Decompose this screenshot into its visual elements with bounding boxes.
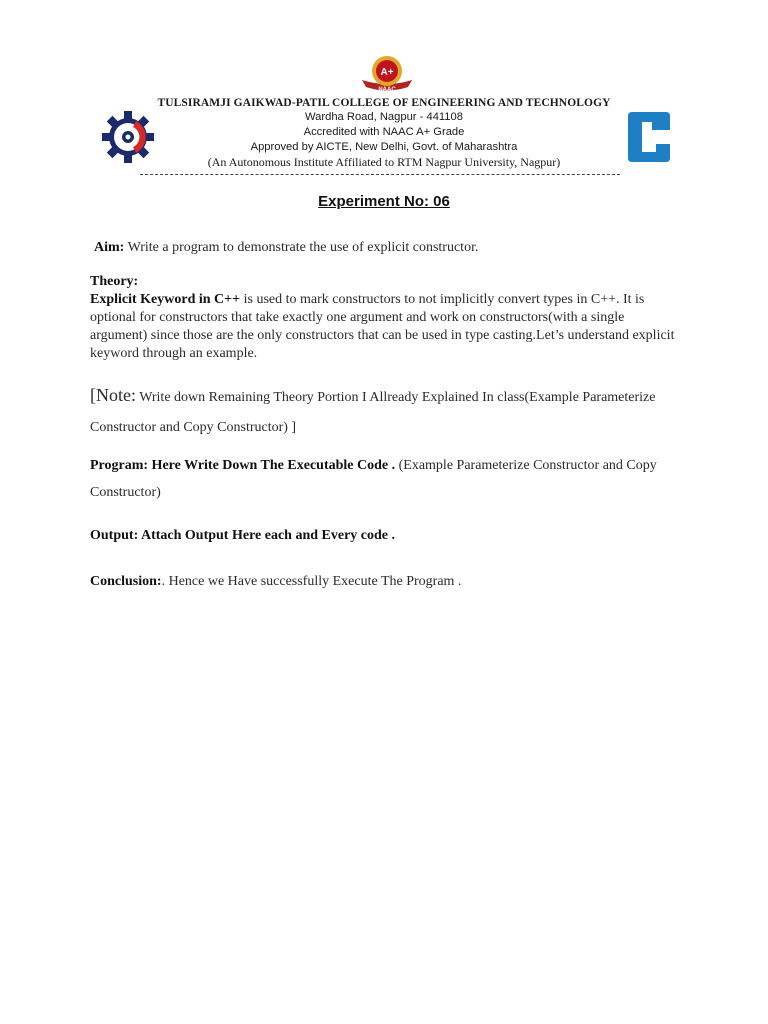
header-divider	[140, 174, 620, 175]
badge-text: A+	[380, 67, 394, 78]
college-name: TULSIRAMJI GAIKWAD-PATIL COLLEGE OF ENGINEERING AND TECHNOLOGY	[157, 97, 611, 109]
approval-line: Approved by AICTE, New Delhi, Govt. of Maharashtra	[250, 141, 518, 153]
affiliation-line: (An Autonomous Institute Affiliated to RTM Nagpur University, Nagpur)	[207, 155, 561, 169]
program-text: (Example Parameterize Constructor and Copy Constructor)	[90, 458, 657, 500]
note-label: [Note:	[90, 385, 136, 405]
note-text: Write down Remaining Theory Portion I Allready Explained In class(Example Parameterize Constructor and Copy Constructor) ]	[90, 390, 656, 435]
conclusion-label: Conclusion:	[90, 574, 162, 589]
theory-paragraph	[90, 291, 680, 363]
output-label: Output: Attach Output Here each and Every code .	[90, 528, 396, 543]
explicit-keyword-label: Explicit Keyword in C++	[90, 292, 241, 307]
conclusion-text: . Hence we Have successfully Execute The Program .	[161, 574, 462, 589]
experiment-title: Experiment No: 06	[318, 193, 450, 210]
program-label: Program: Here Write Down The Executable Code .	[90, 458, 396, 473]
note-paragraph	[90, 380, 680, 443]
aim-paragraph	[94, 239, 694, 257]
naac-badge-icon	[358, 54, 416, 94]
aim-label: Aim:	[94, 240, 125, 255]
accreditation-line: Accredited with NAAC A+ Grade	[303, 126, 465, 138]
conclusion-paragraph	[90, 573, 690, 591]
aim-text: Write a program to demonstrate the use of explicit constructor.	[124, 240, 479, 255]
theory-heading	[90, 273, 690, 291]
badge-sub: NAAC	[378, 87, 396, 93]
output-paragraph	[90, 527, 690, 545]
college-address: Wardha Road, Nagpur - 441108	[305, 111, 463, 123]
theory-label: Theory:	[90, 274, 139, 289]
theory-body: is used to mark constructors to not implicitly convert types in C++. It is optional for constructors that take exactly one argument and work on constructors(with a single argument) since those are the only constructors that can be used in type casting.Let’s understand explicit keyword through an example.	[90, 292, 675, 361]
program-paragraph	[90, 452, 680, 506]
